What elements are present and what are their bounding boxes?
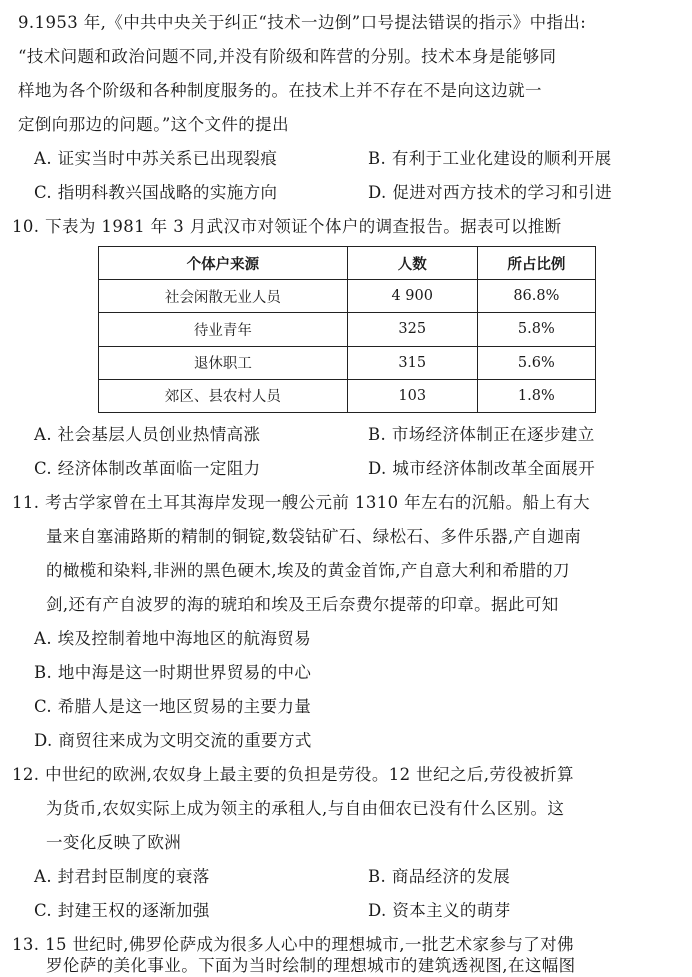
table-cell-ratio: 86.8%: [477, 280, 595, 313]
q10-option-c[interactable]: C. 经济体制改革面临一定阻力: [34, 459, 261, 478]
q13-stem-line-2: 罗伦萨的美化事业。下面为当时绘制的理想城市的建筑透视图,在这幅图: [46, 956, 576, 975]
q11-option-c[interactable]: C. 希腊人是这一地区贸易的主要力量: [34, 697, 312, 716]
table-cell-source: 待业青年: [99, 313, 348, 346]
table-row: [99, 346, 596, 379]
q12-option-c[interactable]: C. 封建王权的逐渐加强: [34, 901, 210, 920]
q11-stem-line-4: 剑,还有产自波罗的海的琥珀和埃及王后奈费尔提蒂的印章。据此可知: [46, 595, 559, 614]
table-header-ratio: 所占比例: [477, 247, 595, 280]
table-row: [99, 280, 596, 313]
q9-stem-line-1: 9.1953 年,《中共中央关于纠正“技术一边倒”口号提法错误的指示》中指出:: [18, 13, 587, 32]
q11-stem-line-3: 的橄榄和染料,非洲的黑色硬木,埃及的黄金首饰,产自意大利和希腊的刀: [46, 561, 570, 580]
table-header-row: [99, 247, 596, 280]
q11-option-a[interactable]: A. 埃及控制着地中海地区的航海贸易: [34, 629, 312, 648]
q13-stem-line-1: 13. 15 世纪时,佛罗伦萨成为很多人心中的理想城市,一批艺术家参与了对佛: [12, 935, 574, 954]
q9-option-d[interactable]: D. 促进对西方技术的学习和引进: [368, 183, 613, 202]
table-cell-ratio: 5.6%: [477, 346, 595, 379]
q12-stem-line-2: 为货币,农奴实际上成为领主的承租人,与自由佃农已没有什么区别。这: [46, 799, 565, 818]
q9-stem-line-3: 样地为各个阶级和各种制度服务的。在技术上并不存在不是向这边就一: [18, 81, 542, 100]
table-cell-count: 325: [347, 313, 477, 346]
table-row: [99, 379, 596, 412]
table-row: [99, 313, 596, 346]
q10-option-d[interactable]: D. 城市经济体制改革全面展开: [368, 459, 596, 478]
table-cell-ratio: 1.8%: [477, 379, 595, 412]
table-cell-source: 社会闲散无业人员: [99, 280, 348, 313]
table-header-count: 人数: [347, 247, 477, 280]
q9-option-a[interactable]: A. 证实当时中苏关系已出现裂痕: [34, 149, 278, 168]
q11-stem-line-1: 11. 考古学家曾在土耳其海岸发现一艘公元前 1310 年左右的沉船。船上有大: [12, 493, 591, 512]
table-cell-ratio: 5.8%: [477, 313, 595, 346]
table-cell-count: 315: [347, 346, 477, 379]
table-cell-source: 退休职工: [99, 346, 348, 379]
table-cell-count: 4 900: [347, 280, 477, 313]
q11-stem-line-2: 量来自塞浦路斯的精制的铜锭,数袋钴矿石、绿松石、多件乐器,产自迦南: [46, 527, 582, 546]
q12-option-a[interactable]: A. 封君封臣制度的衰落: [34, 867, 210, 886]
q12-stem-line-1: 12. 中世纪的欧洲,农奴身上最主要的负担是劳役。12 世纪之后,劳役被折算: [12, 765, 574, 784]
q10-stem: 10. 下表为 1981 年 3 月武汉市对领证个体户的调查报告。据表可以推断: [12, 217, 562, 236]
table-cell-source: 郊区、县农村人员: [99, 379, 348, 412]
q12-option-b[interactable]: B. 商品经济的发展: [368, 867, 511, 886]
q11-option-b[interactable]: B. 地中海是这一时期世界贸易的中心: [34, 663, 312, 682]
q9-option-b[interactable]: B. 有利于工业化建设的顺利开展: [368, 149, 612, 168]
q9-stem-line-2: “技术问题和政治问题不同,并没有阶级和阵营的分别。技术本身是能够同: [18, 47, 557, 66]
table-header-source: 个体户来源: [99, 247, 348, 280]
q12-stem-line-3: 一变化反映了欧洲: [46, 833, 182, 852]
q9-stem-line-4: 定倒向那边的问题。”这个文件的提出: [18, 115, 289, 134]
q10-option-b[interactable]: B. 市场经济体制正在逐步建立: [368, 425, 595, 444]
table-cell-count: 103: [347, 379, 477, 412]
q12-option-d[interactable]: D. 资本主义的萌芽: [368, 901, 511, 920]
q11-option-d[interactable]: D. 商贸往来成为文明交流的重要方式: [34, 731, 312, 750]
q10-option-a[interactable]: A. 社会基层人员创业热情高涨: [34, 425, 261, 444]
q9-option-c[interactable]: C. 指明科教兴国战略的实施方向: [34, 183, 278, 202]
q10-survey-table: [98, 246, 596, 413]
